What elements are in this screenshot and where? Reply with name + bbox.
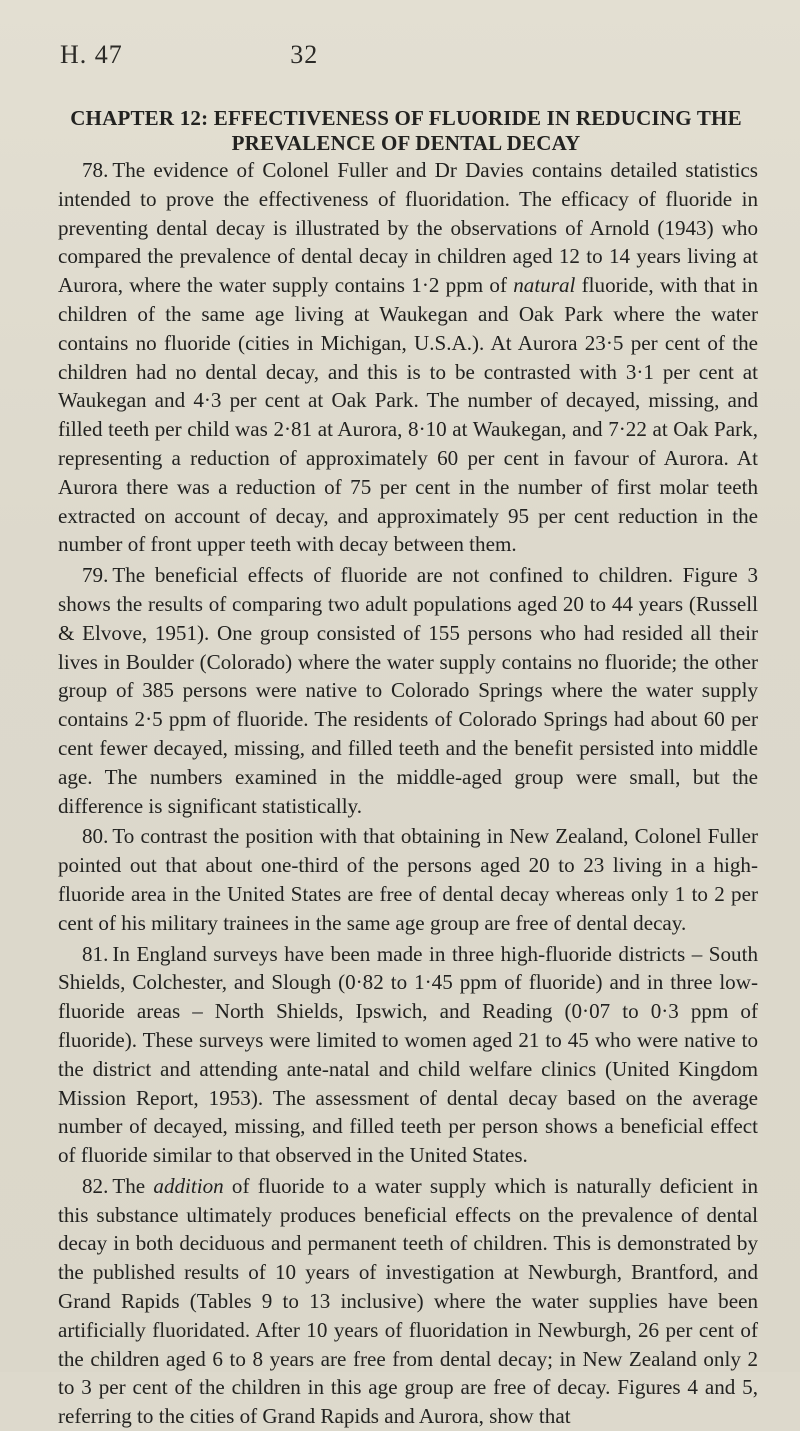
paragraph-82: [58, 1172, 758, 1431]
paragraph-text: The evidence of Colonel Fuller and Dr Davies contains detailed statistics intended to prove the effectiveness of fluoridation. The efficacy of fluoride in preventing dental decay is illustrated by the observations of Arnold (1943) who compared the prevalence of dental decay in children aged 12 to 14 years living at Aurora, where the water supply contains 1·2 ppm of: [58, 158, 758, 298]
body-text: [58, 156, 758, 1431]
paragraph-text: The: [112, 1173, 154, 1198]
paragraph-number: 79.: [82, 563, 109, 588]
paragraph-80: [58, 822, 758, 937]
paragraph-number: 80.: [82, 824, 109, 849]
chapter-title: CHAPTER 12: EFFECTIVENESS OF FLUORIDE IN REDUCING THE PREVALENCE OF DENTAL DECAY: [70, 106, 742, 155]
paragraph-text: of fluoride to a water supply which is naturally deficient in this substance ultimately produces beneficial effects on the prevalence of dental decay in both deciduous and permanent teeth of children. This is demonstrated by the published results of 10 years of investigation at Newburgh, Brantford, and Grand Rapids (Tables 9 to 13 inclusive) where the water supplies have been artificially fluoridated. After 10 years of fluoridation in Newburgh, 26 per cent of the children aged 6 to 8 years are free from dental decay; in New Zealand only 2 to 3 per cent of the children in this age group are free of decay. Figures 4 and 5, referring to the cities of Grand Rapids and Aurora, show that: [58, 1173, 758, 1429]
paragraph-text: The beneficial effects of fluoride are not confined to children. Figure 3 shows the results of comparing two adult populations aged 20 to 44 years (Russell & Elvove, 1951). One group consisted of 155 persons who had resided all their lives in Boulder (Colorado) where the water supply contains no fluoride; the other group of 385 persons were native to Colorado Springs where the water supply contains 2·5 ppm of fluoride. The residents of Colorado Springs had about 60 per cent fewer decayed, missing, and filled teeth and the benefit persisted into middle age. The numbers examined in the middle-aged group were small, but the difference is significant statistically.: [58, 563, 758, 818]
page-header: [60, 40, 318, 70]
paragraph-text: To contrast the position with that obtaining in New Zealand, Colonel Fuller pointed out that about one-third of the persons aged 20 to 23 living in a high-fluoride area in the United States are free of dental decay whereas only 1 to 2 per cent of his military trainees in the same age group are free of dental decay.: [58, 824, 758, 935]
page-number: 32: [290, 40, 319, 69]
paragraph-number: 78.: [82, 158, 109, 182]
document-code: H. 47: [60, 40, 123, 69]
paragraph-text: In England surveys have been made in three high-fluoride districts – South Shields, Colchester, and Slough (0·82 to 1·45 ppm of fluoride) and in three low-fluoride areas – North Shields, Ipswich, and Reading (0·07 to 0·3 ppm of fluoride). These surveys were limited to women aged 21 to 45 who were native to the district and attending ante-natal and child welfare clinics (United Kingdom Mission Report, 1953). The assessment of dental decay based on the average number of decayed, missing, and filled teeth per person shows a beneficial effect of fluoride similar to that observed in the United States.: [58, 941, 758, 1168]
paragraph-emphasis: natural: [513, 273, 576, 298]
paragraph-81: [58, 940, 758, 1170]
paragraph-number: 82.: [82, 1173, 109, 1198]
paragraph-79: [58, 561, 758, 820]
paragraph-emphasis: addition: [153, 1173, 224, 1198]
paragraph-number: 81.: [82, 941, 109, 966]
paragraph-text: fluoride, with that in children of the same age living at Waukegan and Oak Park where the water contains no fluoride (cities in Michigan, U.S.A.). At Aurora 23·5 per cent of the children had no dental decay, and this is to be contrasted with 3·1 per cent at Waukegan and 4·3 per cent at Oak Park. The number of decayed, missing, and filled teeth per child was 2·81 at Aurora, 8·10 at Waukegan, and 7·22 at Oak Park, representing a reduction of approximately 60 per cent in favour of Aurora. At Aurora there was a reduction of 75 per cent in the number of first molar teeth extracted on account of decay, and approximately 95 per cent reduction in the number of front upper teeth with decay between them.: [58, 273, 759, 557]
paragraph-78: [58, 156, 758, 559]
